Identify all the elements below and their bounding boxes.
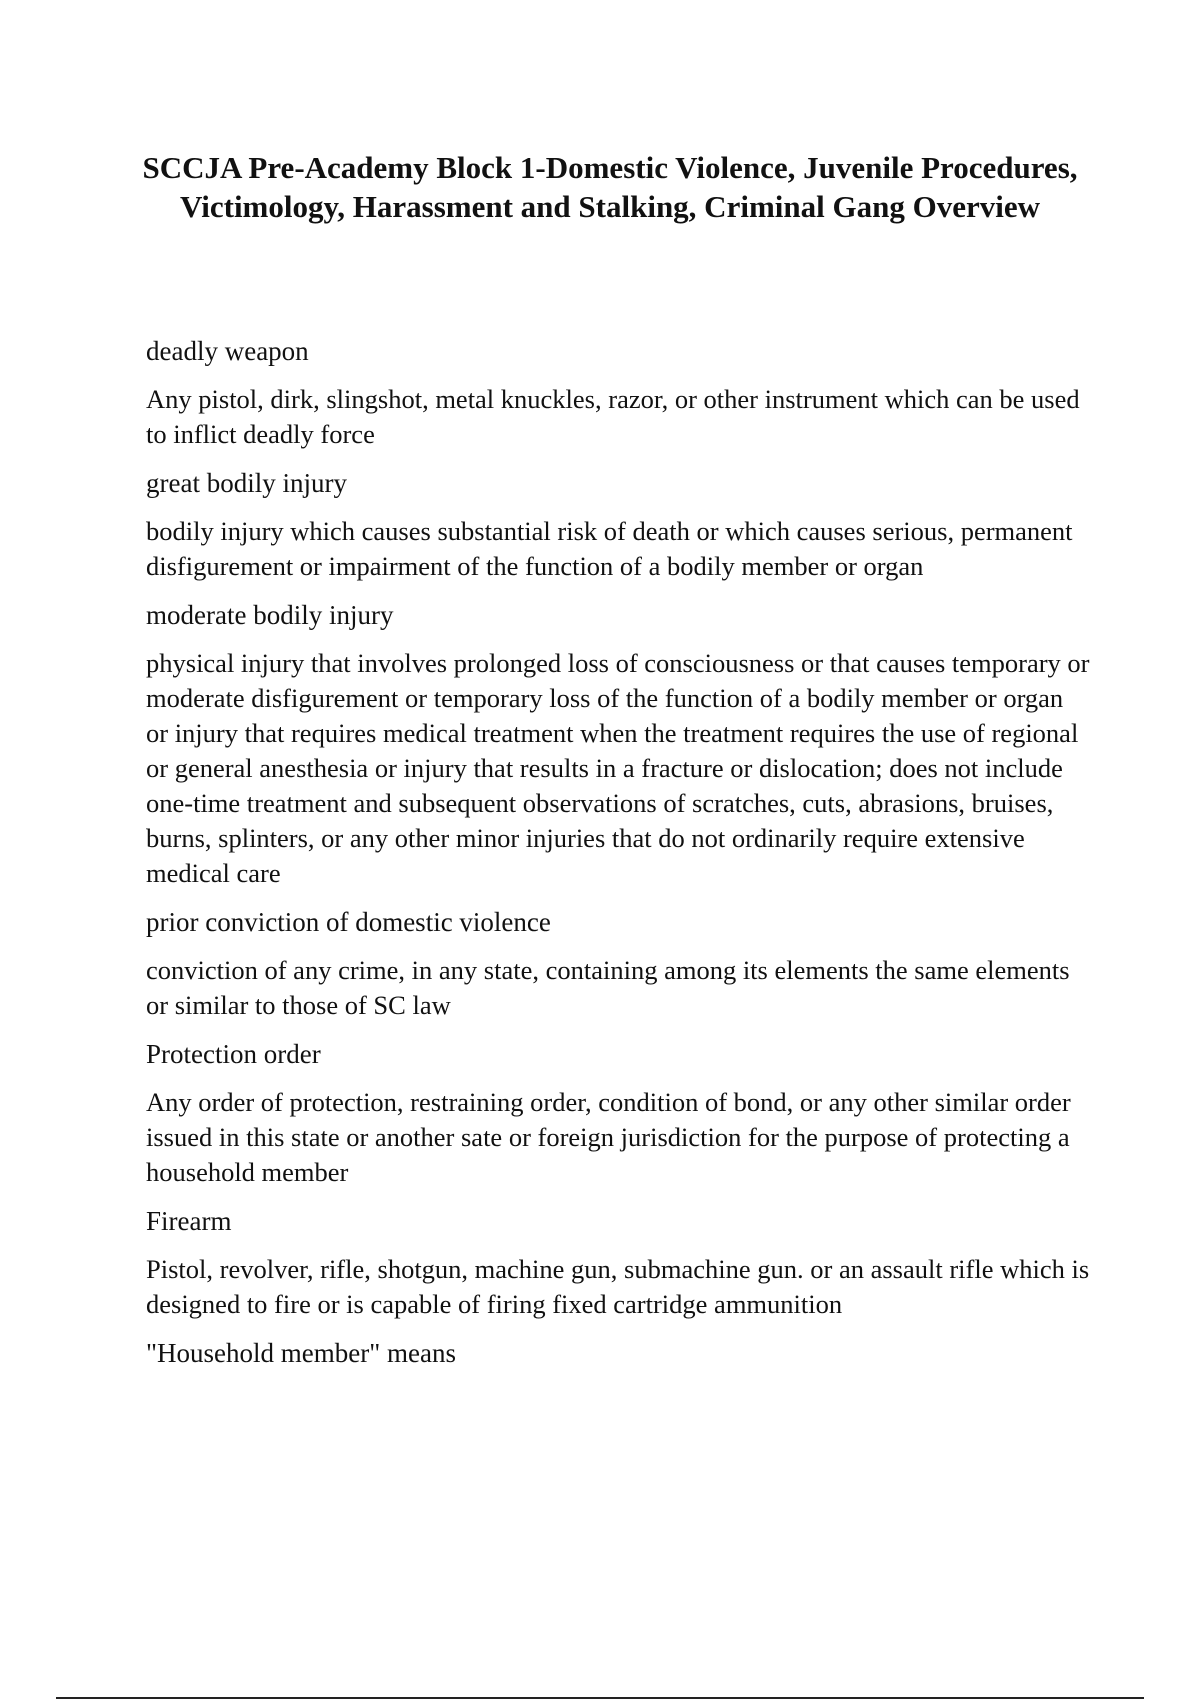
term-deadly-weapon: deadly weapon [146, 336, 309, 366]
definition-great-bodily-injury: bodily injury which causes substantial risk of death or which causes serious, permanent disfigurement or impairment of the function of a bodily member or organ [146, 516, 1073, 581]
document-title: SCCJA Pre-Academy Block 1-Domestic Violence, Juvenile Procedures, Victimology, Harassment and Stalking, Criminal Gang Overview [142, 150, 1078, 224]
term-prior-conviction: prior conviction of domestic violence [146, 907, 551, 937]
term-firearm: Firearm [146, 1206, 232, 1236]
term-household-member: "Household member" means [146, 1338, 456, 1368]
term-protection-order: Protection order [146, 1039, 321, 1069]
term-great-bodily-injury: great bodily injury [146, 468, 347, 498]
term-moderate-bodily-injury: moderate bodily injury [146, 600, 394, 630]
definition-deadly-weapon: Any pistol, dirk, slingshot, metal knuckles, razor, or other instrument which can be used to inflict deadly force [146, 384, 1080, 449]
definition-moderate-bodily-injury: physical injury that involves prolonged loss of consciousness or that causes temporary or moderate disfigurement or temporary loss of the function of a bodily member or organ or injury that requires medical treatment when the treatment requires the use of regional or general anesthesia or injury that results in a fracture or dislocation; does not include one-time treatment and subsequent observations of scratches, cuts, abrasions, bruises, burns, splinters, or any other minor injuries that do not ordinarily require extensive medical care [146, 648, 1090, 888]
definition-prior-conviction: conviction of any crime, in any state, containing among its elements the same elements or similar to those of SC law [146, 955, 1070, 1020]
footer-divider [56, 1697, 1144, 1699]
glossary [146, 334, 1091, 1384]
definition-protection-order: Any order of protection, restraining order, condition of bond, or any other similar order issued in this state or another sate or foreign jurisdiction for the purpose of protecting a household member [146, 1087, 1071, 1187]
definition-firearm: Pistol, revolver, rifle, shotgun, machine gun, submachine gun. or an assault rifle which is designed to fire or is capable of firing fixed cartridge ammunition [146, 1254, 1090, 1319]
